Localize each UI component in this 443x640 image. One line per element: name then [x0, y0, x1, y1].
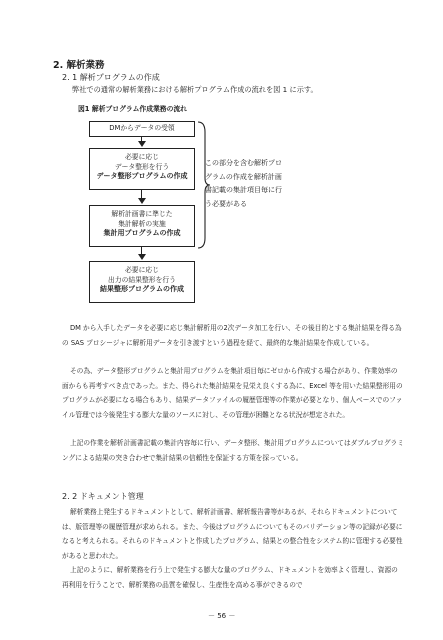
paragraph-3: 上記の作業を解析計画書記載の集計内容毎に行い、データ整形、集計用プログラムについてはダブルプログラミングによる結果の突き合わせで集計結果の信頼性を保証する方策を採っている。: [62, 439, 404, 462]
flow-box-aggregation-line-1: 解析計画書に準じた: [111, 210, 173, 218]
flow-box-aggregation-line-2: 集計解析の実施: [118, 219, 166, 228]
flow-arrowhead-3: [138, 254, 146, 260]
flow-box-receive-data-label: DMからデータの受領: [109, 124, 175, 132]
subsection-title-2-2: 2. 2 ドキュメント管理: [62, 492, 144, 501]
flow-box-receive-data: [89, 121, 195, 137]
flow-box-data-shaping-line-3: データ整形プログラムの作成: [96, 172, 188, 180]
flow-arrowhead-1: [138, 141, 146, 147]
flow-box-aggregation-line-3: 集計用プログラムの作成: [103, 229, 181, 237]
flow-box-data-shaping: [89, 148, 195, 190]
paragraph-2: その為、データ整形プログラムと集計用プログラムを集計項目毎にゼロから作成する場合があり、作業効率の面からも再考すべき点であった。また、得られた集計結果を見栄え良くする為に、Excel 等を用いた結果整形用のプログラムが必要になる場合もあり、結果データファイルの履歴管理等の作業が必要となり、個人ベースでのファイル管理では今後発生する膨大な量のソースに対し、その管理が困難となる状況が想定された。: [62, 367, 403, 419]
paragraph-4: 解析業務上発生するドキュメントとして、解析計画書、解析報告書等があるが、それらドキュメントについては、版管理等の履歴管理が求められる。また、今後はプログラムについてもそのバリデーション等の記録が必要になると考えられる。それらのドキュメントと作成したプログラム、結果との整合性をシステム的に管理する必要性があると思われた。: [62, 508, 403, 560]
flow-box-result-shaping: [89, 261, 195, 303]
page-number: － 56 －: [208, 612, 236, 620]
section-title: 2. 解析業務: [53, 60, 105, 71]
flow-box-result-shaping-line-2: 出力の結果整形を行う: [108, 275, 176, 284]
figure-caption: 図1 解析プログラム作成業務の流れ: [78, 105, 187, 113]
flow-arrowhead-2: [138, 198, 146, 204]
flow-box-data-shaping-line-1: 必要に応じ: [125, 153, 159, 161]
flow-box-result-shaping-line-1: 必要に応じ: [125, 266, 159, 274]
flow-box-data-shaping-line-2: データ整形を行う: [114, 162, 170, 171]
intro-text: 弊社での通常の解析業務における解析プログラム作成の流れを図 1 に示す。: [72, 85, 318, 94]
flow-box-result-shaping-line-3: 結果整形プログラムの作成: [100, 285, 184, 293]
paragraph-5: 上記のように、解析業務を行う上で発生する膨大な量のプログラム、ドキュメントを効率よく管理し、資源の再利用を行うことで、解析業務の品質を確保し、生産性を高める事ができるので: [62, 566, 398, 589]
flow-box-aggregation: [89, 205, 195, 247]
subsection-title-2-1: 2. 1 解析プログラムの作成: [62, 73, 160, 82]
figure-side-note: この部分を含む解析プログラムの作成を解析計画書記載の集計項目毎に行う必要がある: [205, 159, 282, 208]
paragraph-1: DM から入手したデータを必要に応じ集計解析用の2次データ加工を行い、その後目的とする集計結果を得る為の SAS プロシージャに解析用データを引き渡すという過程を経て、最終的な集計結果を作成している。: [62, 324, 402, 347]
